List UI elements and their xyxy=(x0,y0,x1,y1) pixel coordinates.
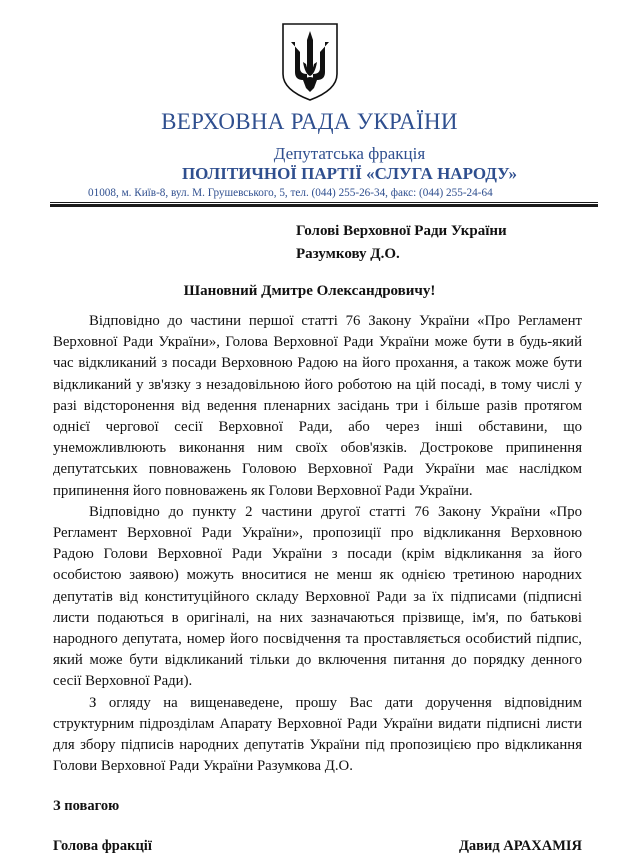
letter-content xyxy=(0,220,619,855)
letterhead-divider-thin xyxy=(50,202,598,203)
recipient-block xyxy=(296,220,619,266)
letterhead-divider-group xyxy=(50,202,598,207)
signatory-name: Давид АРАХАМІЯ xyxy=(458,838,582,855)
recipient-line-2: Разумкову Д.О. xyxy=(296,246,400,262)
body-paragraph: Відповідно до частини першої статті 76 Закону України «Про Регламент Верховної Ради України», Голова Верховної Ради України може бути в будь-який час відкликаний з посади Верховною Радою на його прохання, а також може бути відкликаний у зв'язку з незадовільною його роботою на цій посаді, в тому числі у разі відсторонення від ведення пленарних засідань три і більше разів протягом однієї чергової сесії Верховної Ради, або через інші обставини, що унеможливлюють виконання ним своїх обов'язків. Дострокове припинення депутатських повноважень Головою Верховної Ради України має наслідком припинення його повноважень як Голови Верховної Ради України. xyxy=(53,313,582,499)
signatory-position: Голова фракції xyxy=(53,838,152,855)
body-paragraph: Відповідно до пункту 2 частини другої статті 76 Закону України «Про Регламент Верховної Ради України», пропозиції про відкликання Верховною Радою Голови Верховної Ради України з посади (крім відкликання за його особистою заявою) можуть вноситися не менш як однією третиною народних депутатів від конституційного складу Верховної Ради за їх підписами (підписні листи подаються в оригіналі, на них зазначаються прізвище, ім'я, по батькові народного депутата, номер його посвідчення та проставляється особистий підпис, який може бути відкликаний тільки до включення питання до порядку денного сесії Верховної Ради). xyxy=(53,503,582,690)
letterhead-address: 01008, м. Київ-8, вул. М. Грушевського, 5, тел. (044) 255-26-34, факс: (044) 255-24-64 xyxy=(88,187,493,199)
body-paragraph: З огляду на вищенаведене, прошу Вас дати доручення відповідним структурним підрозділам Апарату Верховної Ради України видати підписні листи для збору підписів народних депутатів України під пропозицією про відкликання Голови Верховної Ради України Разумкова Д.О. xyxy=(53,694,582,775)
letterhead-title: ВЕРХОВНА РАДА УКРАЇНИ xyxy=(161,109,458,134)
signature-row xyxy=(53,837,582,855)
closing: З повагою xyxy=(53,798,120,815)
letterhead-faction: Депутатська фракція xyxy=(273,144,426,163)
letterhead xyxy=(0,108,619,207)
letterhead-divider xyxy=(50,204,598,207)
recipient-line-1: Голові Верховної Ради України xyxy=(296,223,507,239)
letterhead-party: ПОЛІТИЧНОЇ ПАРТІЇ «СЛУГА НАРОДУ» xyxy=(181,164,518,183)
letter-body xyxy=(53,311,582,777)
trident-coat-of-arms-icon xyxy=(281,22,339,102)
salutation: Шановний Дмитре Олександровичу! xyxy=(183,283,436,299)
